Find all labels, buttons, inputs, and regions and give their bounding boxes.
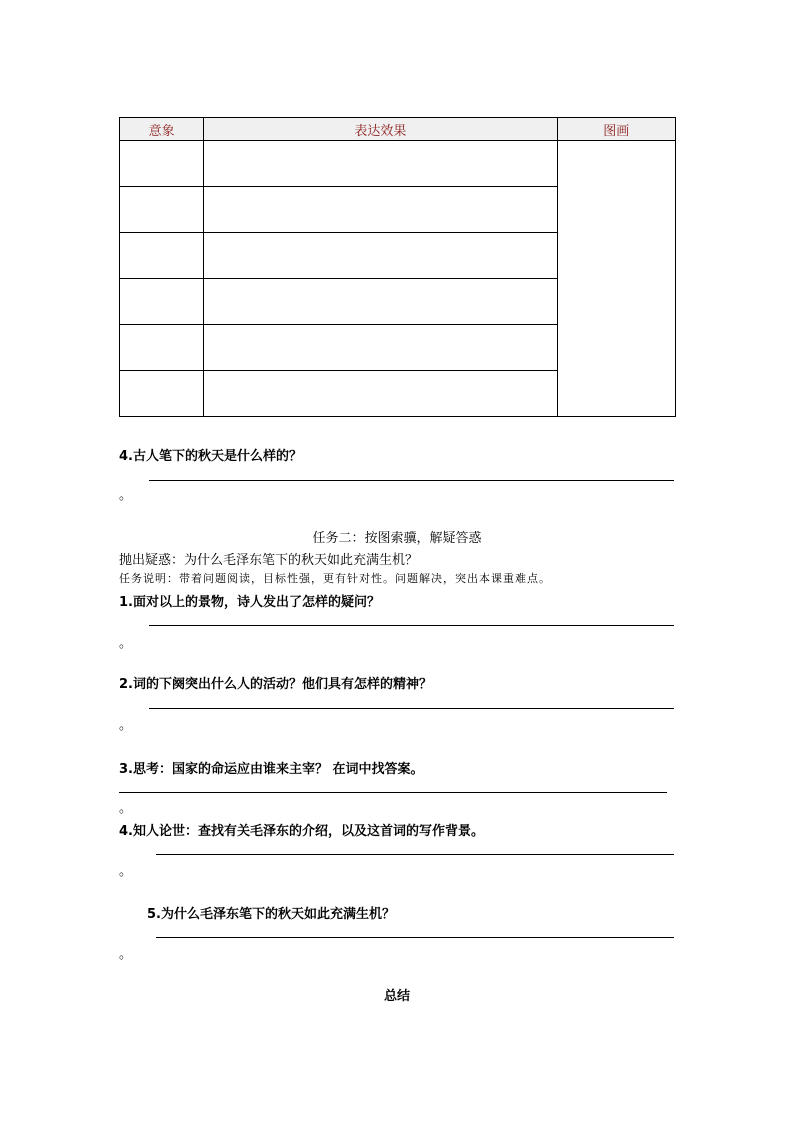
picture-cell[interactable]	[557, 141, 675, 417]
effect-cell[interactable]	[204, 279, 557, 325]
task2-q4: 4.知人论世：查找有关毛泽东的介绍，以及这首词的写作背景。	[119, 824, 484, 839]
period-mark: 。	[119, 801, 133, 816]
header-effect: 表达效果	[204, 118, 557, 141]
task2-q2: 2.词的下阕突出什么人的活动？他们具有怎样的精神？	[119, 677, 432, 692]
question-4-ancient-autumn: 4.古人笔下的秋天是什么样的？	[119, 449, 302, 464]
answer-line[interactable]	[149, 708, 674, 709]
task2-q5: 5.为什么毛泽东笔下的秋天如此充满生机？	[147, 907, 395, 922]
table-row	[120, 141, 676, 187]
imagery-cell[interactable]	[120, 279, 204, 325]
period-mark: 。	[119, 947, 133, 962]
imagery-cell[interactable]	[120, 141, 204, 187]
header-imagery: 意象	[120, 118, 204, 141]
task2-q3: 3.思考：国家的命运应由谁来主宰？ 在词中找答案。	[119, 762, 424, 777]
task2-note: 任务说明：带着问题阅读，目标性强，更有针对性。问题解决，突出本课重难点。	[119, 572, 551, 585]
header-picture: 图画	[557, 118, 675, 141]
task2-question: 抛出疑惑：为什么毛泽东笔下的秋天如此充满生机？	[119, 553, 419, 568]
period-mark: 。	[119, 636, 133, 651]
answer-line[interactable]	[149, 625, 674, 626]
imagery-cell[interactable]	[120, 233, 204, 279]
summary-heading: 总结	[383, 989, 410, 1004]
effect-cell[interactable]	[204, 371, 557, 417]
period-mark: 。	[119, 864, 133, 879]
table-header-row	[120, 118, 676, 141]
effect-cell[interactable]	[204, 325, 557, 371]
imagery-cell[interactable]	[120, 371, 204, 417]
period-mark: 。	[119, 488, 133, 503]
effect-cell[interactable]	[204, 187, 557, 233]
period-mark: 。	[119, 718, 133, 733]
task2-title: 任务二：按图索骥，解疑答惑	[312, 531, 482, 546]
effect-cell[interactable]	[204, 141, 557, 187]
imagery-table	[119, 117, 676, 417]
answer-line[interactable]	[119, 792, 667, 793]
effect-cell[interactable]	[204, 233, 557, 279]
imagery-cell[interactable]	[120, 187, 204, 233]
answer-line[interactable]	[156, 854, 674, 855]
answer-line[interactable]	[156, 937, 674, 938]
imagery-cell[interactable]	[120, 325, 204, 371]
task2-q1: 1.面对以上的景物，诗人发出了怎样的疑问？	[119, 595, 380, 610]
answer-line[interactable]	[149, 480, 674, 481]
